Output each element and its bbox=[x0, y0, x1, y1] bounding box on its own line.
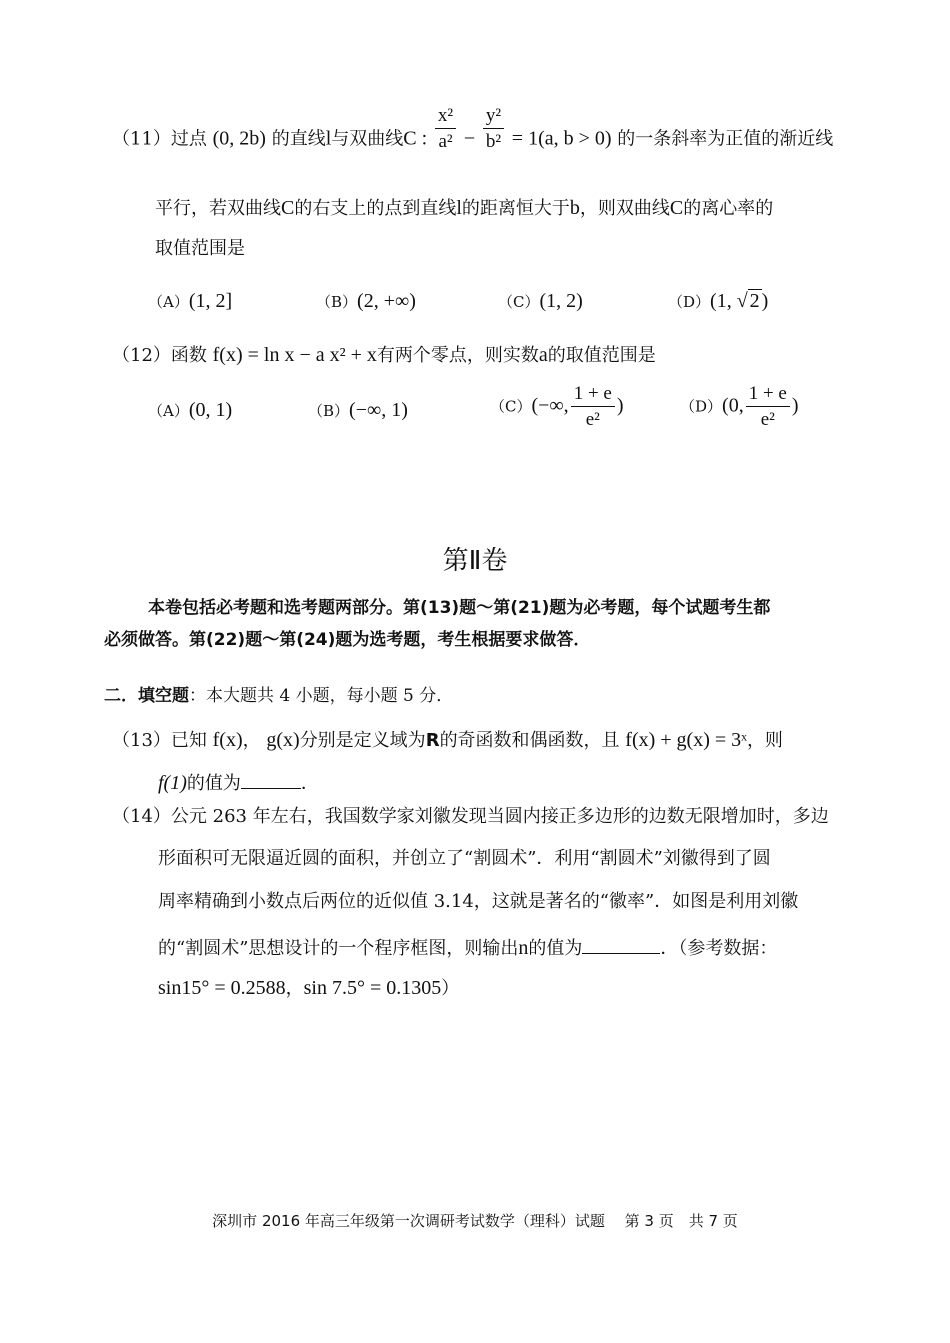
q11-line1: （11）过点 (0, 2b) 的直线l与双曲线C : $\frac{\text{x²}}{\text{a²}}$ − $\frac{\text{y²}}{\text{b²}}$ = 1(a, b > 0) 的一条斜率为正值的渐近线 bbox=[112, 105, 834, 152]
q14-line2: 形面积可无限逼近圆的面积，并创立了“割圆术”．利用“割圆术”刘徽得到了圆 bbox=[158, 848, 771, 869]
q11-option-d: （D）(1, √ 2 ) bbox=[668, 290, 769, 312]
section-heading: 二．填空题：本大题共 4 小题，每小题 5 分． bbox=[104, 686, 454, 706]
q11-fraction-y: $\frac{\text{y²}}{\text{b²}}$ bbox=[483, 106, 504, 151]
part2-title: 第Ⅱ卷 bbox=[442, 546, 508, 576]
q12-line1: （12）函数 f(x) = ln x − a x² + x有两个零点，则实数a的取值范围是 bbox=[112, 344, 656, 366]
q12-option-c: （C）(−∞, $\frac{1 + e}{\text{e²}}$ ) bbox=[490, 383, 624, 430]
q11-option-a: （A）(1, 2] bbox=[148, 290, 233, 312]
q14-answer-blank[interactable] bbox=[582, 935, 660, 954]
q11-number: （11） bbox=[112, 128, 171, 150]
q11-option-b: （B）(2, +∞) bbox=[316, 290, 416, 312]
q14-line3: 周率精确到小数点后两位的近似值 3.14，这就是著名的“徽率”．如图是利用刘徽 bbox=[158, 891, 799, 912]
q11-line2: 平行，若双曲线C的右支上的点到直线l的距离恒大于b，则双曲线C的离心率的 bbox=[155, 197, 774, 219]
q13-line2: f(1)的值为 ． bbox=[158, 772, 319, 794]
q14-line4: 的“割圆术”思想设计的一个程序框图，则输出n的值为 ．（参考数据： bbox=[158, 937, 778, 959]
page-footer: 深圳市 2016 年高三年级第一次调研考试数学（理科）试题 第 3 页 共 7 页 bbox=[212, 1212, 738, 1230]
part2-intro-line2: 必须做答。第(22)题～第(24)题为选考题，考生根据要求做答． bbox=[104, 630, 591, 650]
q12-option-d: （D）(0, $\frac{1 + e}{\text{e²}}$ ) bbox=[680, 383, 799, 430]
q12-option-b: （B）(−∞, 1) bbox=[308, 399, 408, 421]
q11-fraction-x: $\frac{\text{x²}}{\text{a²}}$ bbox=[435, 106, 456, 151]
q12-option-a: （A）(0, 1) bbox=[148, 399, 233, 421]
q13-line1: （13）已知 f(x)， g(x)分别是定义域为R的奇函数和偶函数，且 f(x) + g(x) = 3ˣ，则 bbox=[112, 729, 783, 751]
part2-intro-line1: 本卷包括必考题和选考题两部分。第(13)题～第(21)题为必考题，每个试题考生都 bbox=[148, 598, 771, 618]
q12-number: （12） bbox=[112, 345, 171, 366]
q14-line1: （14）公元 263 年左右，我国数学家刘徽发现当圆内接正多边形的边数无限增加时，多边 bbox=[112, 806, 829, 827]
q11-option-c: （C）(1, 2) bbox=[498, 290, 583, 312]
q14-line5: sin15° = 0.2588，sin 7.5° = 0.1305） bbox=[158, 977, 460, 999]
q13-answer-blank[interactable] bbox=[241, 770, 301, 789]
q11-line3: 取值范围是 bbox=[155, 238, 245, 259]
